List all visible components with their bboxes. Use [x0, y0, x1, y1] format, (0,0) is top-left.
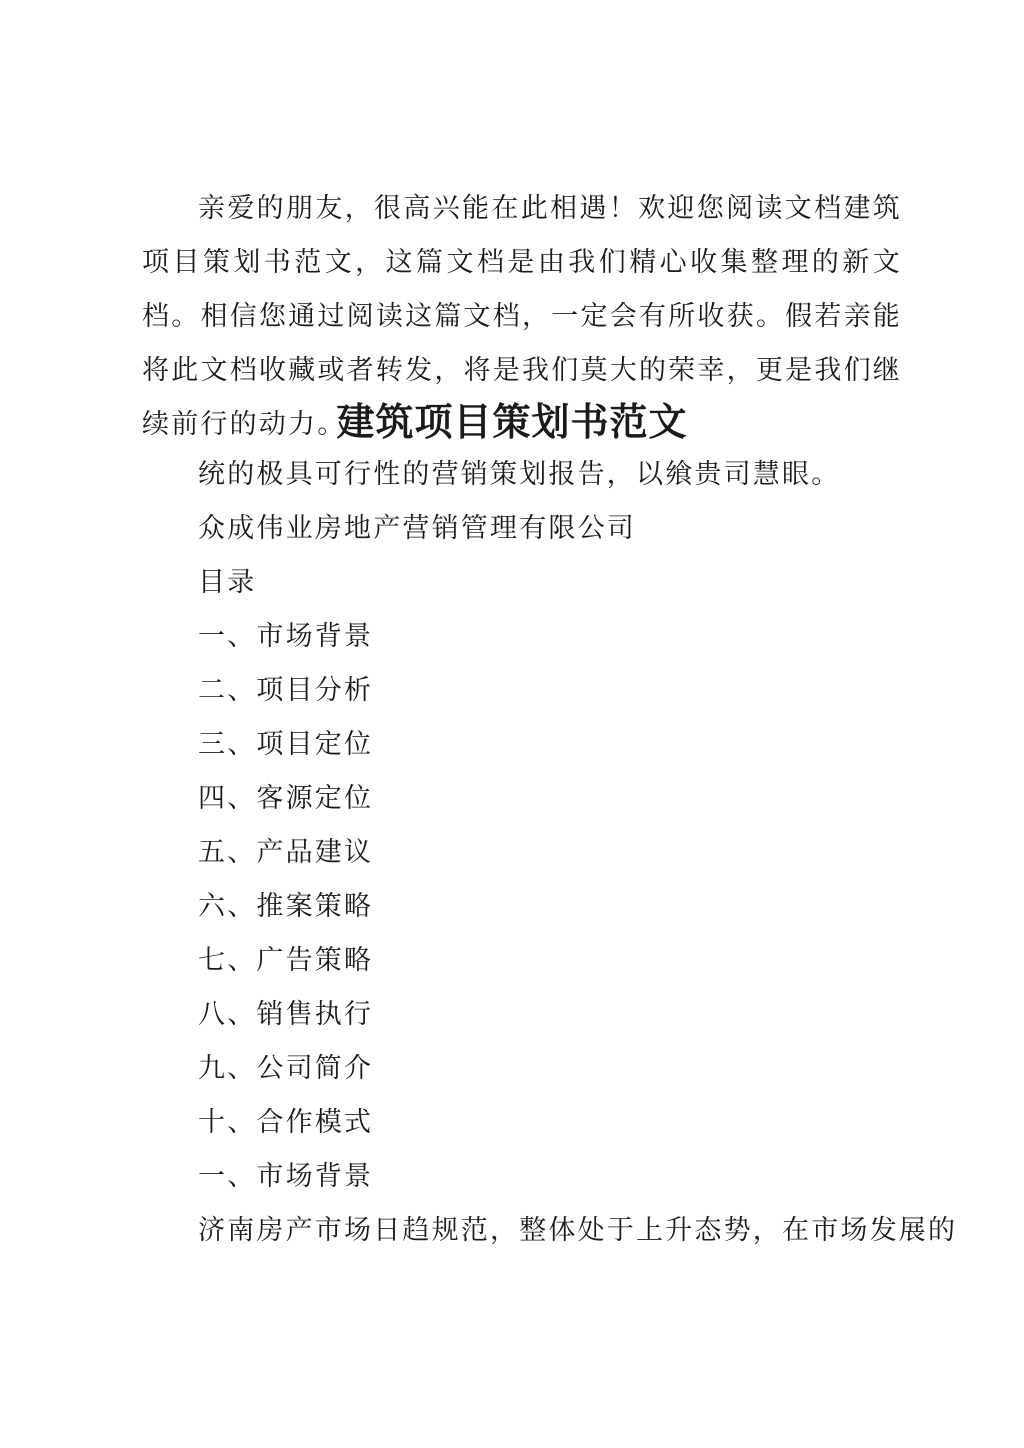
toc-item-7: 七、广告策略 [198, 945, 374, 976]
body-line-market: 济南房产市场日趋规范，整体处于上升态势，在市场发展的 [198, 1215, 958, 1246]
toc-item-3: 三、项目定位 [198, 729, 374, 760]
intro-paragraph: 亲爱的朋友，很高兴能在此相遇！欢迎您阅读文档建筑项目策划书范文，这篇文档是由我们精心收集整理的新文档。相信您通过阅读这篇文档，一定会有所收获。假若亲能将此文档收藏或者转发，将是我们莫大的荣幸，更是我们继续前行的动力。 [142, 193, 902, 440]
section-heading-market: 一、市场背景 [198, 1161, 374, 1192]
toc-heading: 目录 [198, 567, 257, 598]
toc-item-2: 二、项目分析 [198, 675, 374, 706]
toc-item-10: 十、合作模式 [198, 1107, 374, 1138]
toc-item-1: 一、市场背景 [198, 621, 374, 652]
body-line-intro-continuation: 统的极具可行性的营销策划报告，以飨贵司慧眼。 [198, 459, 841, 490]
document-title: 建筑项目策划书范文 [336, 399, 688, 444]
toc-item-8: 八、销售执行 [198, 999, 374, 1030]
company-name: 众成伟业房地产营销管理有限公司 [198, 513, 636, 544]
toc-item-6: 六、推案策略 [198, 891, 374, 922]
toc-item-5: 五、产品建议 [198, 837, 374, 868]
toc-item-9: 九、公司简介 [198, 1053, 374, 1084]
toc-item-4: 四、客源定位 [198, 783, 374, 814]
